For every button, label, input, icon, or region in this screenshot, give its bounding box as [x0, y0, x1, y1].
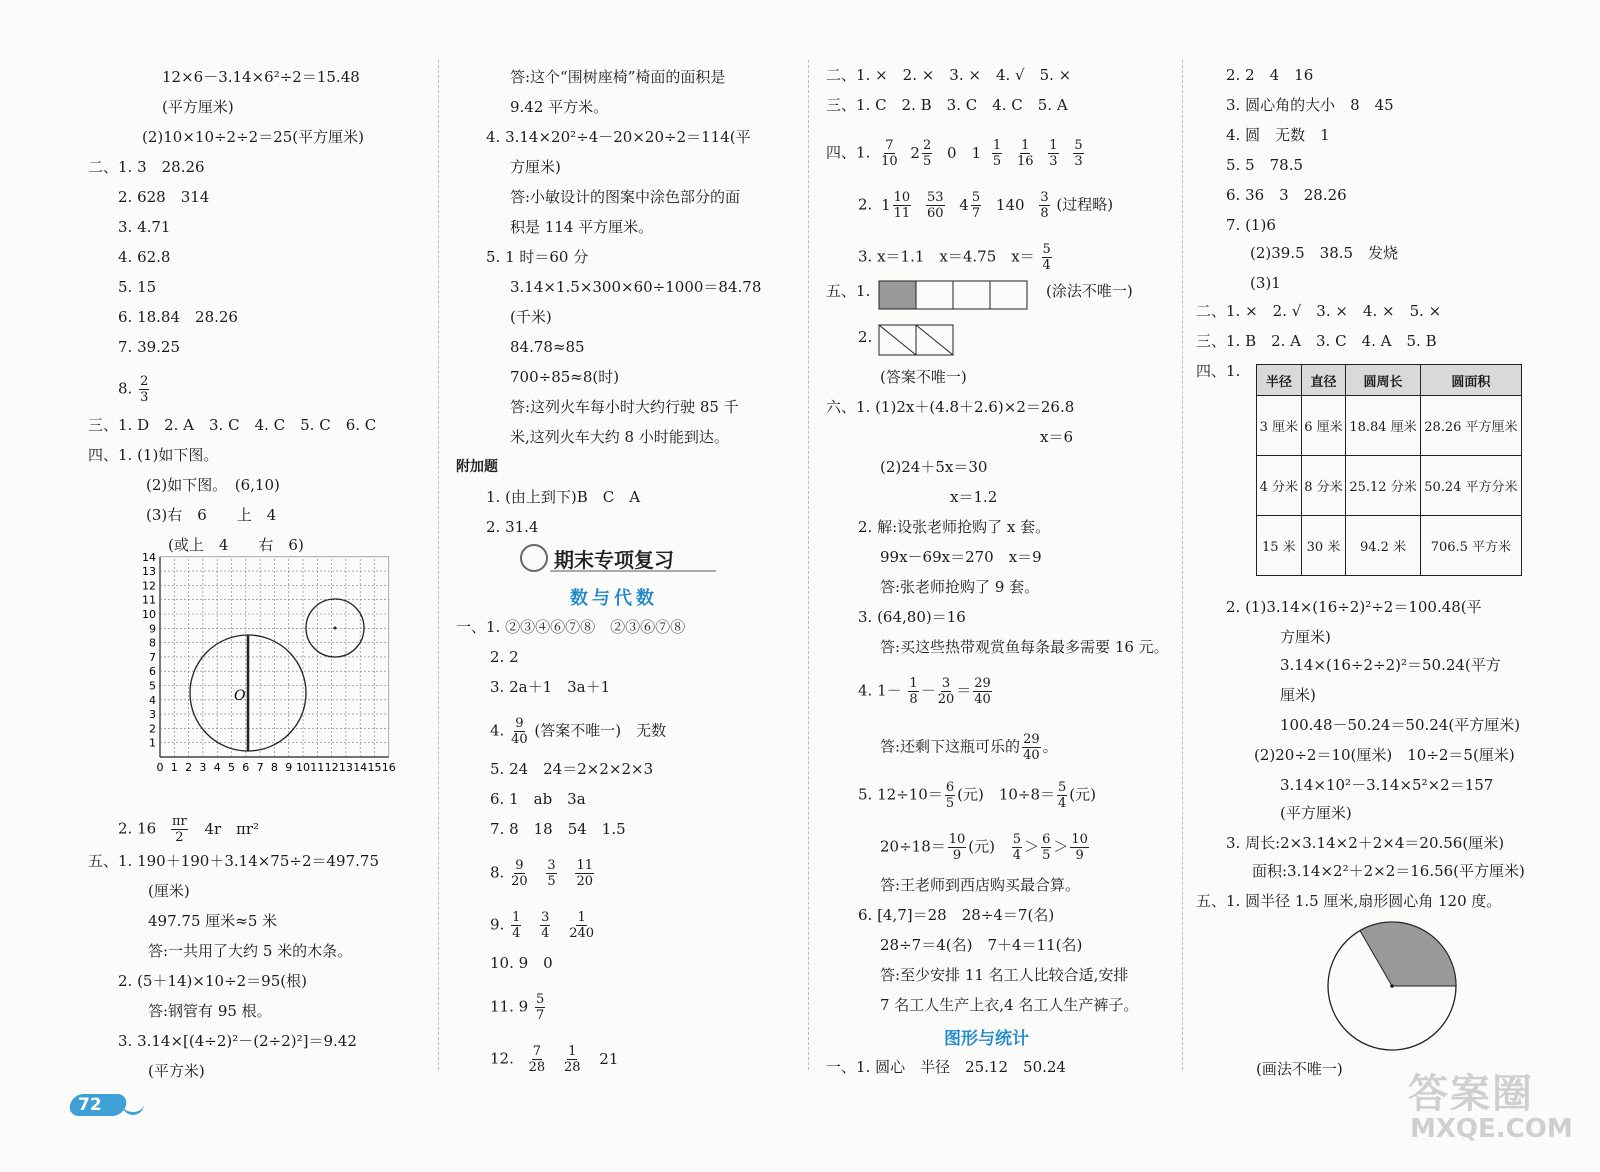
fraction: $\frac{53}{60}$	[926, 190, 944, 221]
text-line: 方厘米)	[510, 158, 561, 176]
coordinate-grid	[140, 550, 410, 794]
text-line: (平方厘米)	[1280, 804, 1352, 822]
text-line: (2)24＋5x＝30	[880, 458, 988, 476]
text-line: x＝1.2	[950, 488, 998, 506]
text-line: 三、1. D 2. A 3. C 4. C 5. C 6. C	[88, 416, 377, 434]
text-line: (答案不唯一)	[880, 368, 967, 386]
fraction: $\frac{5}{4}$	[1042, 242, 1051, 273]
fraction: $\frac{1}{240}$	[569, 910, 595, 941]
text-line: 二、1. 3 28.26	[88, 158, 205, 176]
question-number: 8.	[118, 379, 133, 398]
fraction: $\frac{3}{20}$	[937, 676, 955, 707]
y-tick-label: 13	[142, 565, 156, 579]
table-cell: 94.2 米	[1346, 516, 1420, 576]
text-line: 面积:3.14×2²＋2×2＝16.56(平方厘米)	[1252, 862, 1525, 880]
text-line: 2. (5＋14)×10÷2＝95(根)	[118, 972, 307, 990]
text-line: 3. 周长:2×3.14×2＋2×4＝20.56(厘米)	[1226, 834, 1505, 852]
shaded-rectangle-figure	[878, 280, 1032, 312]
text-line: 6. 18.84 28.26	[118, 308, 238, 326]
text-line: 五、1. 圆半径 1.5 厘米,扇形圆心角 120 度。	[1196, 892, 1502, 910]
page-number: 72	[78, 1095, 102, 1115]
text-line: 答:王老师到西店购买最合算。	[880, 876, 1081, 894]
text-line: 一、1. 圆心 半径 25.12 50.24	[826, 1058, 1066, 1076]
small-circle-center	[334, 627, 337, 630]
text-line: 6. [4,7]＝28 28÷4＝7(名)	[858, 906, 1055, 924]
text-line: 497.75 厘米≈5 米	[148, 912, 278, 930]
text-line: 8. $\frac{9}{20}$ $\frac{3}{5}$ $\frac{11}{20}$	[490, 858, 594, 889]
fraction: $\frac{5}{4}$	[1012, 832, 1022, 863]
fraction: $\frac{3}{5}$	[547, 858, 556, 889]
text-line: 答:张老师抢购了 9 套。	[880, 578, 1040, 596]
text-line: 答:钢管有 95 根。	[148, 1002, 272, 1020]
fraction: $\frac{6}{5}$	[945, 780, 955, 811]
text-line: 三、1. B 2. A 3. C 4. A 5. B	[1196, 332, 1437, 350]
text-line: (厘米)	[148, 882, 190, 900]
text-line: 2. 628 314	[118, 188, 210, 206]
column-divider	[438, 60, 439, 1070]
y-tick-label: 4	[149, 693, 156, 707]
y-tick-label: 10	[142, 608, 156, 621]
text-line: (平方厘米)	[162, 98, 234, 116]
table-row	[1257, 516, 1522, 576]
text-line: 4. 3.14×20²÷4－20×20÷2＝114(平	[486, 128, 751, 146]
section-banner	[520, 544, 720, 572]
text-line: 9. $\frac{1}{4}$ $\frac{3}{4}$ $\frac{1}{240}$	[490, 910, 595, 941]
y-tick-label: 2	[149, 722, 156, 736]
text-line: 答:还剩下这瓶可乐的 $\frac{29}{40}$ 。	[880, 732, 1058, 763]
x-tick-label: 15	[367, 761, 382, 774]
table-cell: 706.5 平方米	[1420, 516, 1521, 576]
fraction: $\frac{1}{4}$	[512, 910, 521, 941]
text-line: 2. 16 $\frac{\pi r}{2}$ 4r πr²	[118, 814, 260, 845]
text-line: 2. (1)3.14×(16÷2)²÷2＝100.48(平	[1226, 598, 1482, 616]
text-line: 积是 114 平方厘米。	[510, 218, 654, 236]
y-tick-label: 12	[142, 579, 156, 593]
text-line: 答:这个“围树座椅”椅面的面积是	[510, 68, 726, 86]
y-tick-label: 11	[142, 593, 156, 607]
text-line: 六、1. (1)2x＋(4.8＋2.6)×2＝26.8	[826, 398, 1075, 416]
fraction: $\frac{29}{40}$	[1023, 732, 1040, 763]
column-divider	[808, 60, 809, 1070]
fraction: $\frac{2}{3}$	[140, 374, 149, 405]
fraction: $\frac{5}{7}$	[535, 992, 545, 1023]
section-title: 期末专项复习	[554, 548, 674, 572]
text-line: 答:一共用了大约 5 米的木条。	[148, 942, 353, 960]
fraction: $\frac{6}{5}$	[1042, 832, 1051, 863]
text-line: 5. 24 24＝2×2×2×3	[490, 760, 654, 778]
text-line: 四、1. $\frac{7}{10}$ 2 $\frac{2}{5}$ 0 1 $\frac{1}{5}$ $\frac{1}{16}$ $\frac{1}{3}$ $\frac{5}{3}$	[826, 138, 1083, 169]
text-line: 2.	[858, 328, 873, 346]
fraction: $\frac{7}{10}$	[881, 138, 898, 169]
text-line: (或上 4 右 6)	[168, 536, 304, 554]
y-tick-label: 3	[149, 708, 156, 722]
text-line: 7 名工人生产上衣,4 名工人生产裤子。	[880, 996, 1139, 1014]
x-tick-label: 8	[270, 761, 278, 774]
text-line: 20÷18＝ $\frac{10}{9}$ (元) $\frac{5}{4}$ ＞ $\frac{6}{5}$ ＞ $\frac{10}{9}$	[880, 832, 1088, 863]
text-line: (画法不唯一)	[1256, 1060, 1343, 1078]
x-tick-label: 5	[228, 761, 235, 774]
text-line: 2. 解:设张老师抢购了 x 套。	[858, 518, 1051, 536]
text-line: (2)39.5 38.5 发烧	[1250, 244, 1399, 262]
text-line: (2)20÷2＝10(厘米) 10÷2＝5(厘米)	[1254, 746, 1515, 764]
x-tick-label: 10	[296, 761, 310, 774]
y-tick-label: 9	[149, 622, 156, 636]
text-line: 84.78≈85	[510, 338, 585, 356]
table-row	[1257, 396, 1522, 456]
table-header: 圆周长	[1346, 365, 1420, 396]
table-cell: 15 米	[1257, 516, 1302, 576]
x-tick-label: 13	[338, 761, 353, 774]
text-line: 二、1. × 2. × 3. × 4. √ 5. ×	[826, 66, 1072, 84]
fraction: $\frac{11}{20}$	[576, 858, 594, 889]
column-divider	[1182, 60, 1183, 1070]
table-cell: 4 分米	[1257, 456, 1302, 516]
table-cell: 3 厘米	[1257, 396, 1302, 456]
text-line: 4. 62.8	[118, 248, 171, 266]
fraction: $\frac{1}{3}$	[1049, 138, 1058, 169]
sector-circle-figure	[1326, 920, 1460, 1054]
text-line: 3.14×1.5×300×60÷1000＝84.78	[510, 278, 762, 296]
text-line: 五、1. 190＋190＋3.14×75÷2＝497.75	[88, 852, 379, 870]
text-line: 9.42 平方米。	[510, 98, 609, 116]
text-line: 12. $\frac{7}{28}$ $\frac{1}{28}$ 21	[490, 1044, 619, 1075]
text-line: (2)10×10÷2÷2＝25(平方厘米)	[142, 128, 365, 146]
fraction: $\frac{3}{4}$	[541, 910, 550, 941]
text-line: 7. 8 18 54 1.5	[490, 820, 626, 838]
text-line: 4. 1－ $\frac{1}{8}$ － $\frac{3}{20}$ ＝ $\frac{29}{40}$	[858, 676, 991, 707]
table-cell: 50.24 平方分米	[1420, 456, 1521, 516]
fraction: $\frac{9}{20}$	[511, 858, 528, 889]
text-line: 答:这列火车每小时大约行驶 85 千	[510, 398, 739, 416]
text-line: 一、1. ②③④⑥⑦⑧ ②③⑥⑦⑧	[456, 618, 686, 636]
text-line: 2. 1 $\frac{10}{11}$ $\frac{53}{60}$ 4 $\frac{5}{7}$ 140 $\frac{3}{8}$ (过程略)	[858, 190, 1114, 221]
text-line: 6. 36 3 28.26	[1226, 186, 1347, 204]
text-line: 3. 圆心角的大小 8 45	[1226, 96, 1394, 114]
text-line: (涂法不唯一)	[1046, 282, 1133, 300]
section-subtitle: 数与代数	[570, 588, 658, 609]
text-line: 12×6－3.14×6²÷2＝15.48	[162, 68, 360, 86]
triangle-division-figure	[878, 324, 958, 358]
fraction: $\frac{3}{8}$	[1040, 190, 1049, 221]
text-line: 答:至少安排 11 名工人比较合适,安排	[880, 966, 1129, 984]
table-cell: 30 米	[1301, 516, 1346, 576]
fraction: $\frac{10}{9}$	[1071, 832, 1088, 863]
text-line: 5. 12÷10＝ $\frac{6}{5}$ (元) 10÷8＝ $\frac{5}{4}$ (元)	[858, 780, 1097, 811]
fraction: $\frac{\pi r}{2}$	[171, 814, 187, 845]
y-tick-label: 1	[149, 736, 156, 750]
text-line: 3. 2a＋1 3a＋1	[490, 678, 611, 696]
text-line: 700÷85≈8(时)	[510, 368, 620, 386]
watermark-url: MXQE.COM	[1410, 1114, 1573, 1144]
text-line: 五、1.	[826, 282, 871, 300]
text-line: 4. $\frac{9}{40}$ (答案不唯一) 无数	[490, 716, 667, 747]
text-line: 厘米)	[1280, 686, 1316, 704]
text-line: 5. 1 时＝60 分	[486, 248, 589, 266]
fraction: $\frac{10}{11}$	[893, 190, 911, 221]
text-line: (2)如下图。 (6,10)	[146, 476, 280, 494]
text-line: 10. 9 0	[490, 954, 553, 972]
fraction: $\frac{7}{28}$	[528, 1044, 546, 1075]
text-line: 28÷7＝4(名) 7＋4＝11(名)	[880, 936, 1083, 954]
watermark-logo: 答案圈	[1408, 1071, 1534, 1117]
y-tick-label: 14	[142, 550, 156, 564]
table-header-row	[1257, 365, 1522, 396]
text-line: 5. 5 78.5	[1226, 156, 1304, 174]
text-line: (平方米)	[148, 1062, 205, 1080]
fraction: $\frac{5}{4}$	[1058, 780, 1067, 811]
text-line: 3. x＝1.1 x＝4.75 x＝ $\frac{5}{4}$	[858, 242, 1051, 273]
circle-table	[1256, 364, 1522, 576]
text-line: 米,这列火车大约 8 小时能到达。	[510, 428, 729, 446]
fraction: $\frac{10}{9}$	[948, 832, 966, 863]
text-line: 100.48－50.24＝50.24(平方厘米)	[1280, 716, 1521, 734]
table-header: 直径	[1301, 365, 1346, 396]
text-line: 四、1.	[1196, 362, 1241, 380]
x-tick-label: 12	[324, 761, 339, 774]
text-line: 二、1. × 2. √ 3. × 4. × 5. ×	[1196, 302, 1442, 320]
x-tick-label: 0	[156, 761, 164, 774]
text-line: 3. 4.71	[118, 218, 171, 236]
text-line: 3.14×10²－3.14×5²×2＝157	[1280, 776, 1494, 794]
x-tick-label: 16	[381, 761, 396, 774]
table-header: 半径	[1257, 365, 1302, 396]
text-line: 三、1. C 2. B 3. C 4. C 5. A	[826, 96, 1068, 114]
y-tick-label: 7	[149, 650, 156, 664]
x-tick-label: 2	[185, 761, 193, 774]
text-line	[118, 374, 151, 405]
fraction: $\frac{29}{40}$	[974, 676, 991, 707]
table-header: 圆面积	[1420, 365, 1521, 396]
x-tick-label: 4	[213, 761, 221, 774]
text-line: 1. (由上到下)B C A	[486, 488, 641, 506]
x-tick-label: 1	[170, 761, 178, 774]
fraction: $\frac{1}{5}$	[992, 138, 1002, 169]
text-line: 2. 2 4 16	[1226, 66, 1314, 84]
table-cell: 28.26 平方厘米	[1420, 396, 1521, 456]
text-line: 11. 9 $\frac{5}{7}$	[490, 992, 545, 1023]
text-line: 四、1. (1)如下图。	[88, 446, 219, 464]
text-line: 答:小敏设计的图案中涂色部分的面	[510, 188, 741, 206]
x-tick-label: 14	[353, 761, 368, 774]
text-line: 方厘米)	[1280, 628, 1331, 646]
fraction: $\frac{5}{7}$	[971, 190, 981, 221]
text-line: (3)1	[1250, 274, 1281, 292]
text-line: (千米)	[510, 308, 552, 326]
text-line: 99x－69x＝270 x＝9	[880, 548, 1042, 566]
center-label: O	[234, 688, 246, 704]
section-subtitle: 图形与统计	[944, 1029, 1029, 1049]
table-cell: 8 分米	[1301, 456, 1346, 516]
fraction: $\frac{1}{8}$	[909, 676, 918, 707]
text-line: 3. (64,80)＝16	[858, 608, 966, 626]
fraction: $\frac{9}{40}$	[511, 716, 528, 747]
table-cell: 25.12 分米	[1346, 456, 1420, 516]
x-tick-label: 7	[256, 761, 264, 774]
page-number-badge	[64, 1090, 148, 1120]
section-heading: 附加题	[456, 459, 498, 475]
fraction: $\frac{5}{3}$	[1074, 138, 1083, 169]
text-line: 2. 2	[490, 648, 519, 666]
y-tick-label: 6	[149, 665, 156, 679]
y-tick-label: 5	[149, 679, 156, 693]
text-line: 4. 圆 无数 1	[1226, 126, 1330, 144]
y-tick-label: 8	[149, 636, 156, 650]
text-line: 3. 3.14×[(4÷2)²－(2÷2)²]＝9.42	[118, 1032, 357, 1050]
table-cell: 18.84 厘米	[1346, 396, 1420, 456]
fraction: $\frac{1}{16}$	[1016, 138, 1034, 169]
table-row	[1257, 456, 1522, 516]
table-cell: 6 厘米	[1301, 396, 1346, 456]
fraction: $\frac{1}{28}$	[563, 1044, 581, 1075]
text-line: 6. 1 ab 3a	[490, 790, 586, 808]
x-tick-label: 6	[242, 761, 250, 774]
text-line: (3)右 6 上 4	[146, 506, 277, 524]
text-line: 答:买这些热带观赏鱼每条最多需要 16 元。	[880, 638, 1169, 656]
text-line: 2. 31.4	[486, 518, 539, 536]
x-tick-label: 9	[285, 761, 293, 774]
x-tick-label: 11	[310, 761, 325, 774]
text-line: x＝6	[1040, 428, 1074, 446]
text-line: 3.14×(16÷2÷2)²＝50.24(平方	[1280, 656, 1501, 674]
text-line: 5. 15	[118, 278, 157, 296]
text-line: 7. (1)6	[1226, 216, 1276, 234]
text-line: 7. 39.25	[118, 338, 181, 356]
x-tick-label: 3	[199, 761, 207, 774]
fraction: $\frac{2}{5}$	[922, 138, 932, 169]
